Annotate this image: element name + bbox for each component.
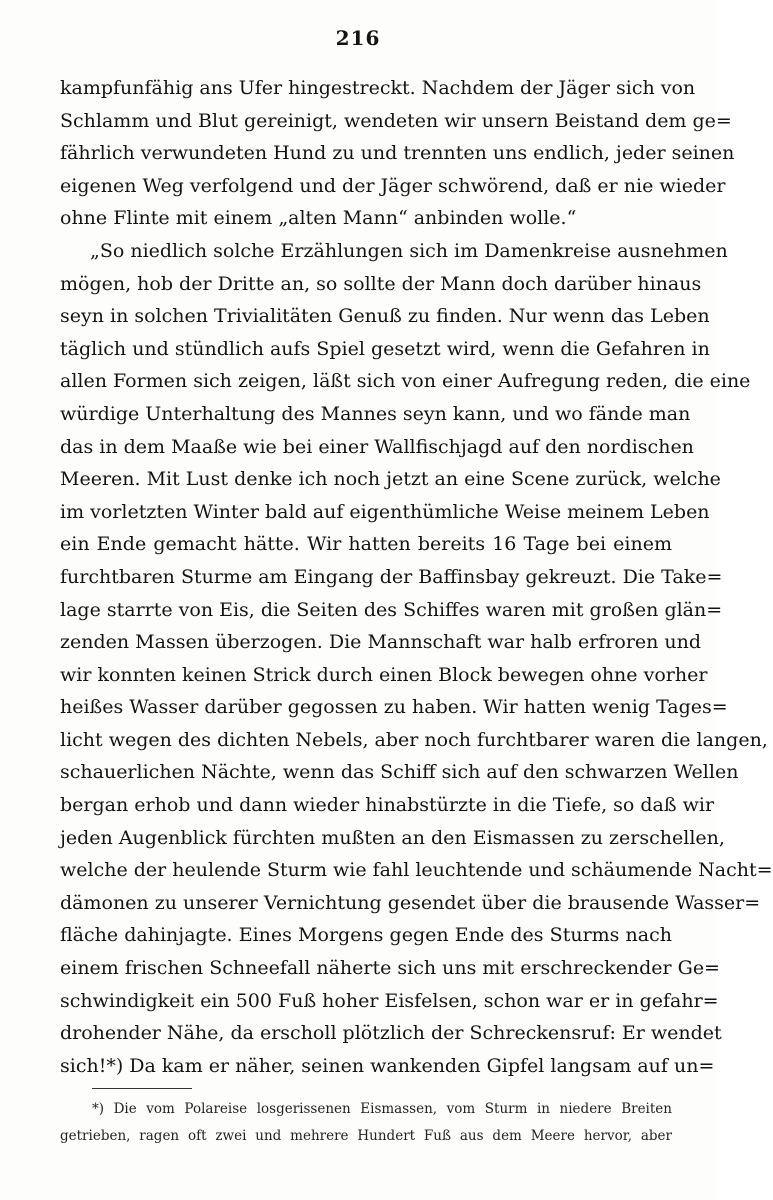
text-line: schwindigkeit ein 500 Fuß hoher Eisfelsen, schon war er in gefahr= (60, 989, 719, 1012)
footnotes (60, 1096, 672, 1150)
text-line: wir konnten keinen Strick durch einen Block bewegen ohne vorher (60, 663, 708, 686)
text-line: ohne Flinte mit einem „alten Mann“ anbinden wolle.“ (60, 207, 577, 230)
page-number: 216 (335, 26, 381, 50)
text-line: licht wegen des dichten Nebels, aber noch furchtbarer waren die langen, (60, 728, 768, 751)
footnote-line: getrieben, ragen oft zwei und mehrere Hundert Fuß aus dem Meere hervor, aber (60, 1128, 672, 1144)
text-line: seyn in solchen Trivialitäten Genuß zu finden. Nur wenn das Leben (60, 305, 710, 328)
text-line: dämonen zu unserer Vernichtung gesendet über die brausende Wasser= (60, 891, 761, 914)
text-line: kampfunfähig ans Ufer hingestreckt. Nachdem der Jäger sich von (60, 77, 696, 99)
footnote-divider (92, 1088, 192, 1089)
text-line: welche der heulende Sturm wie fahl leuchtende und schäumende Nacht= (60, 859, 773, 882)
text-line: täglich und stündlich aufs Spiel gesetzt wird, wenn die Gefahren in (60, 337, 710, 360)
text-line: bergan erhob und dann wieder hinabstürzte in die Tiefe, so daß wir (60, 794, 715, 817)
text-line: furchtbaren Sturme am Eingang der Baffinsbay gekreuzt. Die Take= (60, 565, 723, 588)
text-line: das in dem Maaße wie bei einer Wallfischjagd auf den nordischen (60, 435, 694, 458)
text-line: Schlamm und Blut gereinigt, wendeten wir unsern Beistand dem ge= (60, 109, 732, 132)
text-line: schauerlichen Nächte, wenn das Schiff sich auf den schwarzen Wellen (60, 761, 739, 784)
text-line: eigenen Weg verfolgend und der Jäger schwörend, daß er nie wieder (60, 174, 726, 197)
text-line: jeden Augenblick fürchten mußten an den Eismassen zu zerschellen, (60, 826, 725, 849)
text-line: würdige Unterhaltung des Mannes seyn kann, und wo fände man (60, 402, 691, 425)
text-line: im vorletzten Winter bald auf eigenthümliche Weise meinem Leben (60, 500, 710, 523)
text-line: heißes Wasser darüber gegossen zu haben. Wir hatten wenig Tages= (60, 696, 728, 719)
main-text (60, 72, 773, 1082)
text-line: fährlich verwundeten Hund zu und trennten uns endlich, jeder seinen (60, 142, 735, 165)
text-line: einem frischen Schneefall näherte sich uns mit erschreckender Ge= (60, 957, 720, 980)
text-line: allen Formen sich zeigen, läßt sich von einer Aufregung reden, die eine (60, 370, 751, 393)
footnote-line: *) Die vom Polareise losgerissenen Eismassen, vom Sturm in niedere Breiten (92, 1101, 672, 1117)
text-line: fläche dahinjagte. Eines Morgens gegen Ende des Sturms nach (60, 924, 672, 947)
text-line: zenden Massen überzogen. Die Mannschaft war halb erfroren und (60, 631, 702, 654)
text-line: mögen, hob der Dritte an, so sollte der Mann doch darüber hinaus (60, 272, 702, 295)
text-line: „So niedlich solche Erzählungen sich im Damenkreise ausnehmen (90, 239, 728, 262)
text-line: sich!*) Da kam er näher, seinen wankenden Gipfel langsam auf un= (60, 1054, 715, 1077)
text-line: ein Ende gemacht hätte. Wir hatten bereits 16 Tage bei einem (60, 533, 672, 556)
text-line: lage starrte von Eis, die Seiten des Schiffes waren mit großen glän= (60, 598, 723, 621)
text-line: Meeren. Mit Lust denke ich noch jetzt an eine Scene zurück, welche (60, 468, 721, 491)
text-line: drohender Nähe, da erscholl plötzlich der Schreckensruf: Er wendet (60, 1022, 722, 1045)
